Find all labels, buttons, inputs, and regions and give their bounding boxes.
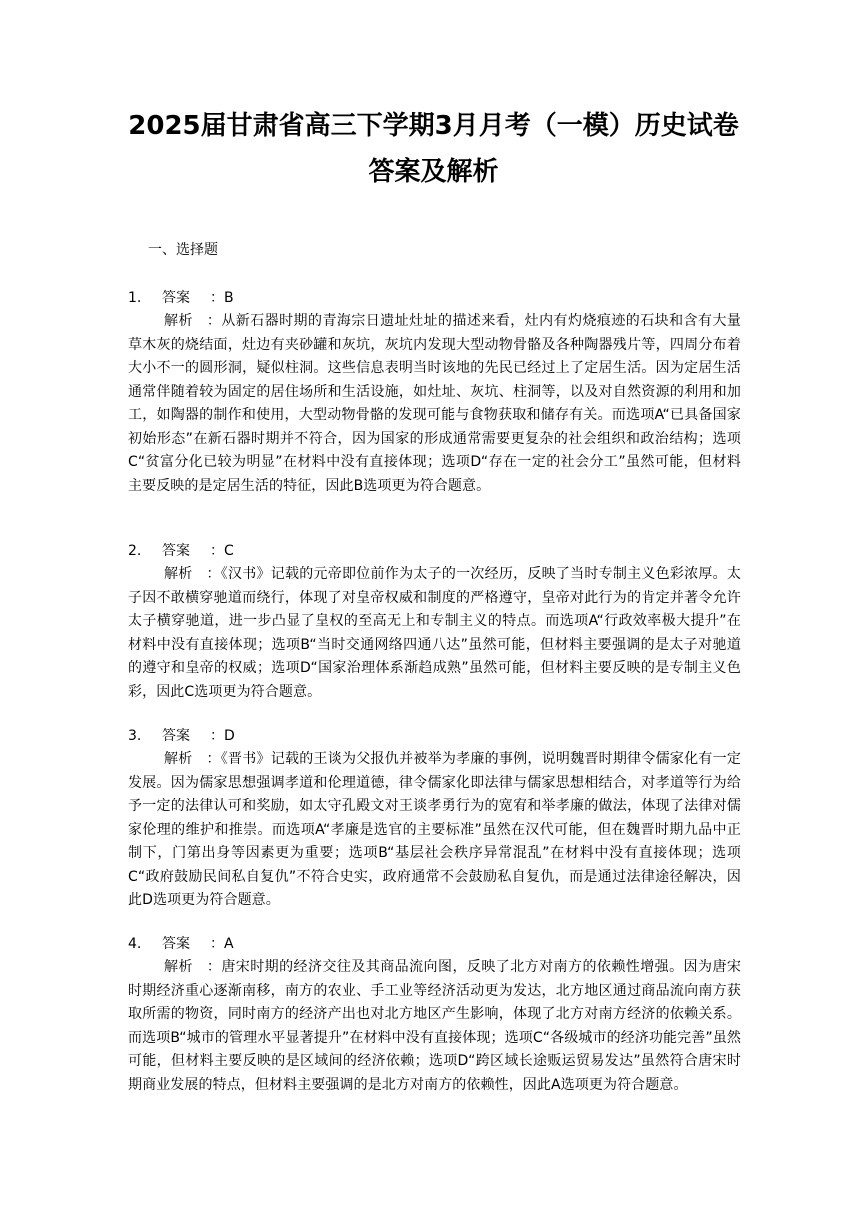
question-block [128,934,741,1097]
document-title: 2025届甘肃省高三下学期3月月考（一模）历史试卷 [128,111,739,141]
question-block [128,541,741,704]
answer-value: ：D [210,728,235,744]
question-number: 2. [128,543,142,559]
analysis-text: ：唐宋时期的经济交往及其商品流向图，反映了北方对南方的依赖性增强。因为唐宋时期经济重心逐渐南移，南方的农业、手工业等经济活动更为发达，北方地区通过商品流向南方获取所需的物资，同时南方的经济产出也对北方地区产生影响，体现了北方对南方经济的依赖关系。而选项B“城市的管理水平显著提升”在材料中没有直接体现；选项C“各级城市的经济功能完善”虽然可能，但材料主要反映的是区域间的经济依赖；选项D“跨区域长途贩运贸易发达”虽然符合唐宋时期商业发展的特点，但材料主要强调的是北方对南方的依赖性，因此A选项更为符合题意。 [128,959,741,1093]
analysis-text: ：《汉书》记载的元帝即位前作为太子的一次经历，反映了当时专制主义色彩浓厚。太子因不敢横穿驰道而绕行，体现了对皇帝权威和制度的严格遵守，皇帝对此行为的肯定并著令允许太子横穿驰道，进一步凸显了皇权的至高无上和专制主义的特点。而选项A“行政效率极大提升”在材料中没有直接体现；选项B“当时交通网络四通八达”虽然可能，但材料主要强调的是太子对驰道的遵守和皇帝的权威；选项D“国家治理体系渐趋成熟”虽然可能，但材料主要反映的是专制主义色彩，因此C选项更为符合题意。 [128,566,741,700]
question-number: 4. [128,936,142,952]
question-block [128,288,741,498]
analysis-label: 解析 [164,751,193,767]
answer-line [128,541,741,561]
answer-label: 答案 [162,290,190,306]
analysis-label: 解析 [164,959,193,975]
section-heading: 一、选择题 [148,242,218,258]
analysis-label: 解析 [164,566,193,582]
answer-line [128,934,741,954]
analysis-paragraph [128,563,741,704]
analysis-text: ：从新石器时期的青海宗日遗址灶址的描述来看，灶内有灼烧痕迹的石块和含有大量草木灰的烧结面，灶边有夹砂罐和灰坑，灰坑内发现大型动物骨骼及各种陶器残片等，四周分布着大小不一的圆形洞，疑似柱洞。这些信息表明当时该地的先民已经过上了定居生活。因为定居生活通常伴随着较为固定的居住场所和生活设施，如灶址、灰坑、柱洞等，以及对自然资源的利用和加工，如陶器的制作和使用，大型动物骨骼的发现可能与食物获取和储存有关。而选项A“已具备国家初始形态”在新石器时期并不符合，因为国家的形成通常需要更复杂的社会组织和政治结构；选项C“贫富分化已较为明显”在材料中没有直接体现；选项D“存在一定的社会分工”虽然可能，但材料主要反映的是定居生活的特征，因此B选项更为符合题意。 [128,313,741,494]
analysis-paragraph [128,748,741,913]
answer-label: 答案 [162,728,190,744]
answer-line [128,726,741,746]
answer-value: ：A [210,936,234,952]
question-number: 3. [128,728,142,744]
answer-value: ：C [210,543,234,559]
question-block [128,726,741,913]
analysis-label: 解析 [164,313,193,329]
answer-line [128,288,741,308]
question-number: 1. [128,290,142,306]
analysis-paragraph [128,956,741,1097]
analysis-paragraph [128,310,741,498]
document-subtitle: 答案及解析 [368,157,499,187]
answer-value: ：B [210,290,234,306]
answer-label: 答案 [162,543,190,559]
answer-label: 答案 [162,936,190,952]
analysis-text: ：《晋书》记载的王谈为父报仇并被举为孝廉的事例，说明魏晋时期律令儒家化有一定发展。因为儒家思想强调孝道和伦理道德，律令儒家化即法律与儒家思想相结合，对孝道等行为给予一定的法律认可和奖励，如太守孔殿文对王谈孝勇行为的宽宥和举孝廉的做法，体现了法律对儒家伦理的维护和推崇。而选项A“孝廉是选官的主要标准”虽然在汉代可能，但在魏晋时期九品中正制下，门第出身等因素更为重要；选项B“基层社会秩序异常混乱”在材料中没有直接体现；选项C“政府鼓励民间私自复仇”不符合史实，政府通常不会鼓励私自复仇，而是通过法律途径解决，因此D选项更为符合题意。 [128,751,741,908]
